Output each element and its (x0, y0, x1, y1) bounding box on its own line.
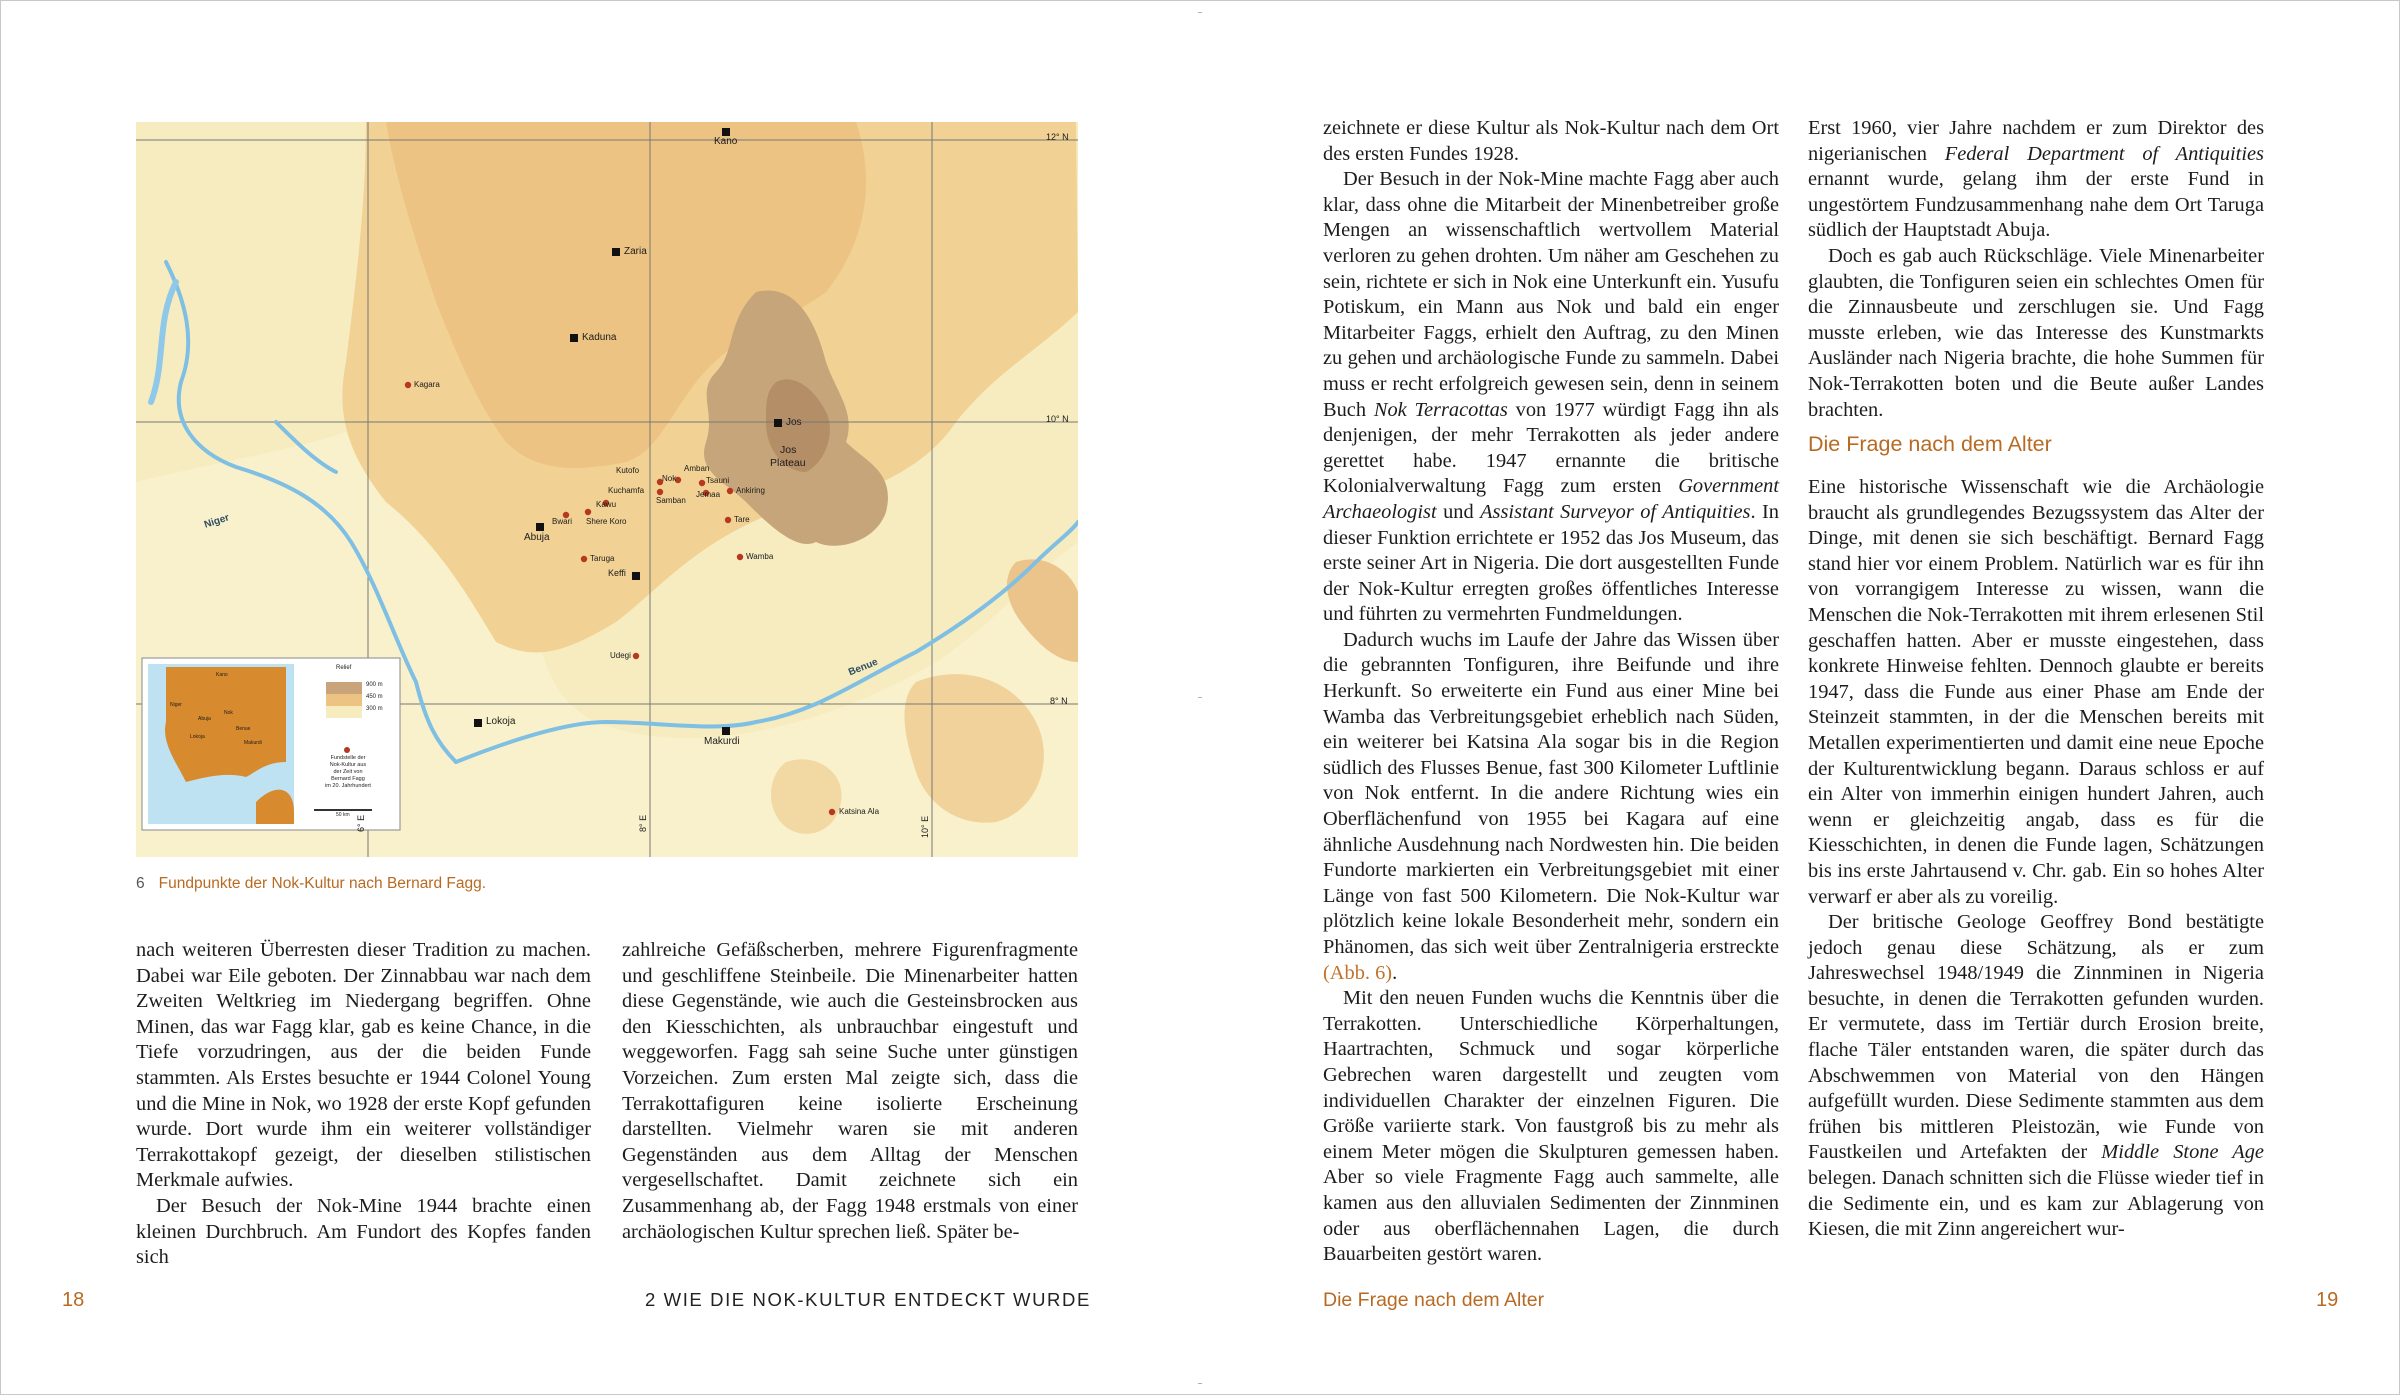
inset-scale-label: 50 km (336, 812, 350, 818)
paragraph: Eine historische Wissenschaft wie die Archäologie braucht als grundlegendes Bezugssystem das Alter der Dinge, mit denen sie sich beschäftigt. Bernard Fagg stand hier vor einem Problem. Natürlich war es für ihn von vorrangigem Interesse zu wissen, wann die Menschen die Nok-Terrakotten mit ihrem erlesenen Stil geschaffen hatten. Aber er musste eingestehen, dass konkrete Hinweise fehlten. Dennoch glaubte er bereits 1947, dass die Funde aus einer Phase am Ende der Steinzeit stammten, in der die Menschen bereits mit Metallen experimentierten und damit eine neue Epoche der Kulturentwicklung begann. Daraus schloss er auf ein Alter von immerhin einigen hundert Jahren, auch wenn er gleichzeitig angab, dass es für die Kiesschichten, in denen die Funde lagen, Schätzungen bis ins erste Jahrtausend v. Chr. gab. Ein so hohes Alter verwarf er aber als zu voreilig. (1808, 476, 2264, 908)
gutter-mark-middle (1198, 697, 1202, 698)
inset-label-kano: Kano (216, 672, 228, 678)
site-label-shere-koro: Shere Koro (586, 517, 627, 526)
site-label-wamba: Wamba (746, 552, 774, 561)
text-run: ernannt wurde, gelang ihm der erste Fund in ungestörtem Fundzusammenhang nahe dem Ort Taruga südlich der Hauptstadt Abuja. (1808, 168, 2264, 242)
page-number-right: 19 (2316, 1289, 2339, 1311)
site-label-bwari: Bwari (552, 517, 573, 526)
text-run: Der Besuch in der Nok-Mine machte Fagg aber auch klar, dass ohne die Mitarbeit der Minenbetreiber große Mengen an wissenschaftlich wertvollem Material verloren zu gehen drohten. Um näher am Geschehen zu sein, richtete er sich in Nok eine Unterkunft ein. Yusufu Potiskum, ein Mann aus Nok und bald ein enger Mitarbeiter Faggs, erhielt den Auftrag, zu den Minen zu gehen und archäologische Funde zu sammeln. Dabei muss er recht erfolgreich gewesen sein, denn in seinem Buch (1323, 168, 1779, 421)
paragraph: Doch es gab auch Rückschläge. Viele Minenarbeiter glaubten, die Tonfiguren seien ein schlechtes Omen für die Zinnausbeute und zerschlugen sie. Und Fagg musste erleben, wie das Interesse des Kunstmarkts Ausländer nach Nigeria brachte, die hohe Summen für Nok-Terrakotten boten und die Beute außer Landes brachten. (1808, 244, 2264, 421)
text-run: Dadurch wuchs im Laufe der Jahre das Wissen über die gebrannten Tonfiguren, ihre Beifunde und ihre Herkunft. So erweiterte ein Fund aus einer Mine bei Wamba das Verbreitungsgebiet erheblich nach Süden, ein weiterer bei Katsina Ala sogar bis in die Region südlich des Flusses Benue, fast 300 Kilometer Luftlinie von Nok entfernt. In die andere Richtung wies ein Oberflächenfund von 1955 bei Kagara auf eine ähnliche Ausdehnung nach Nordwesten hin. Die beiden Fundorte markierten ein Verbreitungsgebiet mit einer Länge von fast 500 Kilometern. Die Nok-Kultur war plötzlich keine lokale Besonderheit mehr, sondern ein Phänomen, das sich weit über Zentralnigeria erstreckte (1323, 628, 1779, 958)
page-number-left: 18 (62, 1289, 85, 1311)
inset-label-benue: Benue (236, 726, 251, 732)
city-label-jos: Jos (786, 417, 802, 428)
job-title: Assistant Surveyor of Antiquities (1480, 500, 1751, 523)
period-name: Middle Stone Age (2101, 1141, 2264, 1164)
plateau-label-2: Plateau (770, 457, 806, 469)
latitude-label-10: 10° N (1046, 414, 1069, 424)
gutter-mark-bottom (1198, 1383, 1202, 1384)
inset-label-makurdi: Makurdi (244, 740, 262, 746)
inset-label-abuja: Abuja (198, 716, 211, 722)
inset-relief-title: Relief (336, 665, 352, 671)
text-run: belegen. Danach schnitten sich die Flüsse wieder tief in die Sedimente ein, und es kam zur Ablagerung von Kiesen, die mit Zinn angereichert wur- (1808, 1167, 2264, 1241)
river-label-benue: Benue (847, 656, 880, 679)
inset-relief-900: 900 m (366, 682, 383, 688)
city-label-zaria: Zaria (624, 246, 647, 257)
site-label-kawu: Kawu (596, 500, 617, 509)
text-run: . (1392, 961, 1398, 984)
figure-caption-text: Fundpunkte der Nok-Kultur nach Bernard Fagg. (158, 875, 487, 892)
paragraph (1323, 628, 1779, 986)
text-run: . In dieser Funktion errichtete er 1952 das Jos Museum, das erste seiner Art in Nigeria. Die dort ausgestellten Funde der Nok-Kultur erregten großes öffentliches Interesse und führten zu vermehrten Fundmeldungen. (1323, 500, 1779, 626)
city-label-makurdi: Makurdi (704, 736, 740, 747)
latitude-label-8: 8° N (1050, 696, 1068, 706)
city-label-kaduna: Kaduna (582, 332, 617, 343)
legend-line: der Zeit von (333, 769, 363, 775)
left-column-1 (136, 938, 591, 1271)
job-title: Government Archaeologist (1323, 475, 1779, 523)
text-run: von 1977 würdigt Fagg ihn als denjenigen, der mehr Terrakotten als jeder andere gerettet habe. 1947 ernannte die britische Kolonialverwaltung Fagg zum ersten (1323, 398, 1779, 498)
legend-line: im 20. Jahrhundert (325, 783, 371, 789)
inset-label-niger: Niger (170, 702, 182, 708)
legend-line: Nok-Kultur aus (329, 762, 367, 768)
city-label-kano: Kano (714, 136, 738, 147)
legend-line: Fundstelle der (330, 755, 366, 761)
paragraph: Der Besuch der Nok-Mine 1944 brachte einen kleinen Durchbruch. Am Fundort des Kopfes fanden sich (136, 1194, 591, 1269)
paragraph: zahlreiche Gefäßscherben, mehrere Figurenfragmente und geschliffene Steinbeile. Die Minenarbeiter hatten diese Gegenstände, wie auch die Gesteinsbrocken aus den Kiesschichten, als unbrauchbar eingestuft und weggeworfen. Fagg sah seine Suche unter günstigen Vorzeichen. Zum ersten Mal zeigte sich, dass die Terrakottafiguren keine isolierte Erscheinung darstellten. Vielmehr waren sie mit anderen Gegenständen aus dem Alltag der Menschen vergesellschaftet. Damit zeichnete sich ein Zusammenhang ab, der Fagg 1948 erstmals von einer archäologischen Kultur sprechen ließ. Später be- (622, 939, 1078, 1243)
city-label-keffi: Keffi (608, 568, 626, 578)
institution-name: Federal Department of Antiquities (1944, 142, 2264, 165)
text-run: Der britische Geologe Geoffrey Bond bestätigte jedoch genau diese Schätzung, als er zum Jahreswechsel 1948/1949 die Zinnminen in Nigeria besuchte, in denen die Terrakotten gefunden wurden. Er vermutete, dass im Tertiär durch Erosion breite, flache Täler entstanden waren, die später durch das Abschwemmen von Material von den Hängen aufgefüllt wurden. Diese Sedimente stammten aus dem frühen bis mittleren Pleistozän, wie Funde von Faustkeilen und Artefakten der (1808, 911, 2264, 1164)
running-head-right: Die Frage nach dem Alter (1323, 1289, 1545, 1311)
inset-label-lokoja: Lokoja (190, 734, 205, 740)
site-label-udegi: Udegi (610, 651, 631, 660)
map-labels (136, 122, 1078, 857)
site-label-tare: Tare (734, 515, 750, 524)
site-label-kagara: Kagara (414, 380, 440, 389)
right-column-1 (1323, 116, 1779, 1268)
section-heading: Die Frage nach dem Alter (1808, 432, 2052, 456)
right-column-2-continued (1808, 475, 2264, 1243)
inset-label-nok: Nok (224, 710, 233, 716)
site-label-samban: Samban (656, 496, 686, 505)
left-column-2 (622, 938, 1078, 1245)
site-label-ankiring: Ankiring (736, 486, 765, 495)
city-label-lokoja: Lokoja (486, 716, 516, 727)
inset-relief-300: 300 m (366, 706, 383, 712)
plateau-label: Jos (780, 444, 797, 456)
text-run: und (1443, 500, 1474, 523)
inset-relief-450: 450 m (366, 694, 383, 700)
longitude-label-8: 8° E (638, 814, 648, 832)
figure-caption (136, 875, 486, 893)
latitude-label-12: 12° N (1046, 132, 1069, 142)
figure-number: 6 (136, 875, 145, 892)
paragraph (1323, 167, 1779, 628)
paragraph: Mit den neuen Funden wuchs die Kenntnis über die Terrakotten. Unterschiedliche Körperhaltungen, Haartrachten, Schmuck und sogar körperliche Gebrechen waren dargestellt und zeugten vom individuellen Charakter der einzelnen Figuren. Die Größe variierte stark. Von faustgroß bis zu mehr als einem Meter mögen die Skulpturen gemessen haben. Aber so viele Fragmente Fagg auch sammelte, alle kamen aus den alluvialen Sedimenten der Zinnminen oder aus oberflächennahen Lagen, die durch Bauarbeiten gestört waren. (1323, 987, 1779, 1266)
site-label-tsauni: Tsauni (706, 476, 730, 485)
text-run: Erst 1960, vier Jahre nachdem er zum Direktor des nigerianischen (1808, 117, 2264, 165)
figure-reference-link[interactable]: (Abb. 6) (1323, 961, 1393, 984)
running-head-left: 2 WIE DIE NOK-KULTUR ENTDECKT WURDE (645, 1289, 1091, 1310)
right-column-2 (1808, 116, 2264, 423)
paragraph (1808, 910, 2264, 1243)
paragraph: zeichnete er diese Kultur als Nok-Kultur nach dem Ort des ersten Fundes 1928. (1323, 117, 1779, 165)
site-label-kuchamfa: Kuchamfa (608, 486, 645, 495)
legend-line: Bernard Fagg (331, 776, 365, 782)
river-label-niger: Niger (202, 512, 231, 531)
site-label-kutofo: Kutofo (616, 466, 640, 475)
site-label-amban: Amban (684, 464, 710, 473)
site-label-katsina-ala: Katsina Ala (839, 807, 880, 816)
gutter-mark-top (1198, 12, 1202, 13)
inset-legend-text (322, 755, 374, 790)
site-label-jemaa: Jemaa (696, 490, 721, 499)
paragraph: nach weiteren Überresten dieser Tradition zu machen. Dabei war Eile geboten. Der Zinnabbau war nach dem Zweiten Weltkrieg im Niedergang begriffen. Ohne Minen, das war Fagg klar, gab es keine Chance, in die Tiefe vorzudringen, aus der die beiden Funde stammten. Als Erstes besuchte er 1944 Colonel Young und die Mine in Nok, wo 1928 der erste Kopf gefunden wurde. Dort wurde ihm ein weiterer vollständiger Terrakottakopf gezeigt, der dieselben stilistischen Merkmale aufwies. (136, 939, 591, 1192)
site-label-taruga: Taruga (590, 554, 615, 563)
longitude-label-6: 6° E (356, 814, 366, 832)
site-label-nok: Nok (662, 474, 677, 483)
paragraph (1808, 116, 2264, 244)
longitude-label-10: 10° E (920, 815, 930, 838)
book-title: Nok Terracottas (1373, 398, 1508, 421)
city-label-abuja: Abuja (524, 532, 550, 543)
